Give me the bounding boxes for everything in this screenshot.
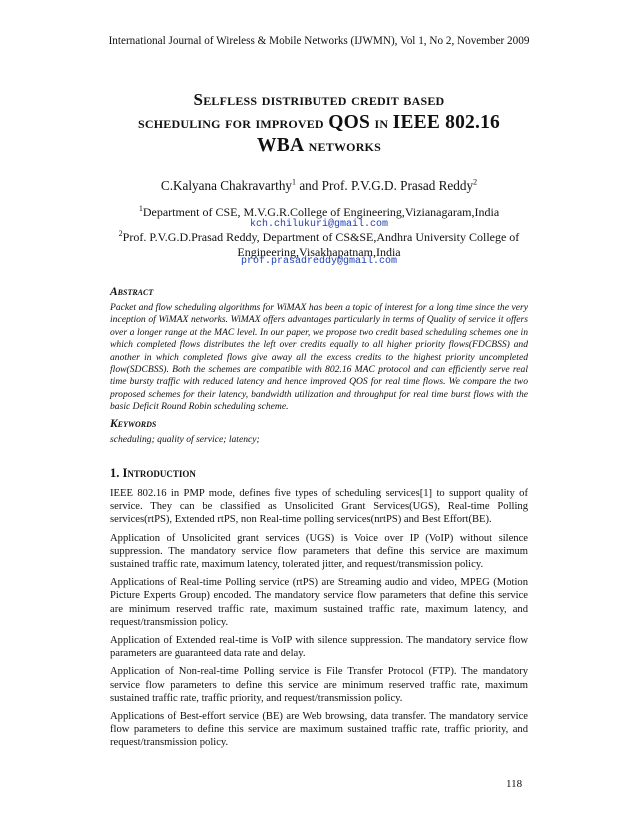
affiliation-2: $^2$Prof. P.V.G.D.Prasad Reddy, Department of CS&SE,Andhra University College of Engineering,Visakhapatnam,India	[118, 229, 520, 259]
section-heading-introduction: 1. Introduction	[110, 466, 196, 480]
paragraph: Application of Unsolicited grant services (UGS) is Voice over IP (VoIP) without silence suppression. The mandatory service flow parameters that define this service are maximum sustained traffic rate, maximum latency, tolerated jitter, and request/transmission policy.	[110, 532, 528, 571]
abstract-heading: Abstract	[110, 286, 154, 298]
author-2: and Prof. P.V.G.D. Prasad Reddy	[296, 178, 474, 193]
paper-title	[70, 88, 568, 157]
title-line-1: Selfless distributed credit based	[193, 90, 445, 109]
author-1: C.Kalyana Chakravarthy	[160, 178, 293, 193]
paragraph: IEEE 802.16 in PMP mode, defines five types of scheduling services[1] to support quality of service. They can be classified as Unsolicited Grant Services(UGS), Real-time Polling services(rtPS), Extended rtPS, non Real-time polling services(nrtPS) and Best Effort(BE).	[110, 488, 528, 526]
page-number: 118	[506, 778, 523, 790]
title-line-3: WBA networks	[257, 135, 381, 156]
paragraph: Applications of Best-effort service (BE) are Web browsing, data transfer. The mandatory service flow parameters to define this service are maximum sustained traffic rate, traffic priority, and request/transmission policy.	[110, 711, 528, 749]
title-line-2: scheduling for improved QOS in IEEE 802.16	[138, 112, 500, 133]
email-link-1[interactable]: kch.chilukuri@gmail.com	[249, 219, 389, 230]
paragraph: Application of Non-real-time Polling service is File Transfer Protocol (FTP). The mandatory service flow parameters to define this service are minimum reserved traffic rate, maximum sustained traffic rate, traffic priority, and request/transmission policy.	[110, 666, 528, 704]
author-line: C.Kalyana Chakravarthy$^1$ and Prof. P.V.G.D. Prasad Reddy$^2$	[160, 177, 478, 193]
running-header: International Journal of Wireless & Mobile Networks (IJWMN), Vol 1, No 2, November 2009	[108, 35, 530, 47]
affiliation-1: $^1$Department of CSE, M.V.G.R.College of Engineering,Vizianagaram,India	[138, 204, 500, 219]
keywords-heading: Keywords	[110, 418, 157, 430]
paragraph: Application of Extended real-time is VoIP with silence suppression. The mandatory service flow parameters are guaranteed data rate and delay.	[110, 635, 528, 660]
abstract-text: Packet and flow scheduling algorithms for WiMAX has been a topic of interest for a long time since the very inception of WiMAX networks. WiMAX offers advantages particularly in terms of Quality of service it offers over a longer range at the MAC level. In our paper, we propose two credit based scheduling schemes one in which completed flows distributes the left over credits equally to all higher priority flows(FDCBSS) and another in which completed flows give away all the excess credits to the highest priority uncompleted flow(SDCBSS). Both the schemes are compatible with 802.16 MAC protocol and can efficiently serve real time bursty traffic with reduced latency and hence improved QOS for real time flows. We compare the two proposed schemes for their latency, bandwidth utilization and throughput for real time burst flows with the basic Deficit Round Robin scheduling scheme.	[110, 302, 528, 413]
email-link-2[interactable]: prof.prasadreddy@gmail.com	[240, 256, 398, 267]
paragraph: Applications of Real-time Polling service (rtPS) are Streaming audio and video, MPEG (Motion Picture Experts Group) encoded. The mandatory service flow parameters that define this service are minimum reserved traffic rate, maximum sustained traffic rate, maximum latency, and request/transmission policy.	[110, 577, 528, 628]
keywords-text: scheduling; quality of service; latency;	[110, 434, 260, 445]
introduction-body	[110, 487, 528, 755]
